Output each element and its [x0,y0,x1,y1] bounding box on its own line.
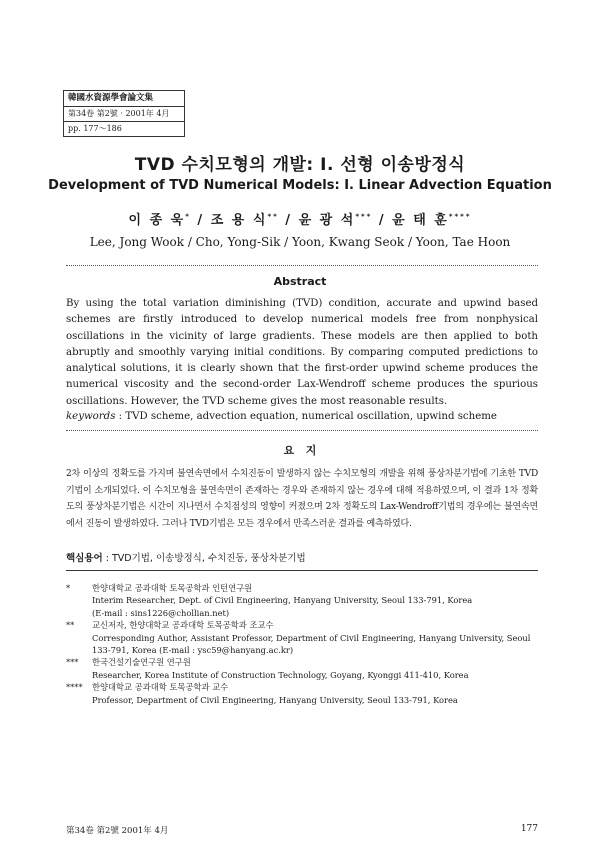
author-sep: / [190,213,211,228]
author-2: 조 용 식 [210,213,268,228]
page-number: 177 [520,824,538,834]
title-korean: TVD 수치모형의 개발: Ⅰ. 선형 이송방정식 [134,155,466,175]
footer-issue: 第34卷 第2號 2001年 4月 [66,826,169,836]
footnote-divider [66,570,538,571]
abstract-heading: Abstract [273,275,327,288]
keywords-label: keywords [66,411,116,422]
footnote-4 [66,681,538,706]
author-sep: / [278,213,299,228]
footnote-line: 한국건설기술연구원 연구원 [92,657,191,668]
author-4: 윤 태 훈 [392,213,449,228]
footnote-3 [66,656,538,681]
korean-keywords-value: : TVD기법, 이송방정식, 수치진동, 풍상차분기법 [102,553,306,564]
summary-heading: 요 지 [283,444,317,457]
footnote-line: 한양대학교 공과대학 토목공학과 인턴연구원 [92,583,253,593]
footnote-line: Researcher, Korea Institute of Construction Technology, Goyang, Kyonggi 411-410, Korea [92,669,469,680]
dotted-divider [66,265,538,266]
authors-english: Lee, Jong Wook / Cho, Yong-Sik / Yoon, Kwang Seok / Yoon, Tae Hoon [89,235,511,249]
footnote-line: Corresponding Author, Assistant Professor, Department of Civil Engineering, Hanyang University, Seoul 133-791, Korea (E-mail : ysc59@hanyang.ac.kr) [92,632,531,656]
keywords-value: : TVD scheme, advection equation, numerical oscillation, upwind scheme [115,411,497,422]
footnote-mark: *** [66,657,79,668]
footnote-mark: * [66,583,71,593]
dotted-divider [66,430,538,431]
authors-korean [0,209,600,228]
author-1-mark: * [185,212,191,221]
footnote-2 [66,619,538,656]
journal-name: 韓國水資源學會論文集 [64,91,184,107]
author-sep: / [372,213,393,228]
author-1: 이 종 욱 [128,213,186,228]
footnote-line: Interim Researcher, Dept. of Civil Engineering, Hanyang University, Seoul 133-791, Korea [92,595,473,606]
journal-pages: pp. 177～186 [68,123,122,133]
footnote-1 [66,582,538,619]
abstract-keywords [66,410,538,424]
summary-keywords [66,550,538,564]
footnote-mark: ** [66,620,75,631]
korean-keywords-label: 핵심용어 [66,553,103,564]
abstract-text: By using the total variation diminishing (TVD) condition, accurate and upwind based schemes are firstly introduced to develop numerical models free from nonphysical oscillations in the vicinity of large gradients. These models are then applied to both abruptly and smoothly varying initial conditions. By comparing computed predictions to analytical solutions, it is clearly shown that the first-order upwind scheme produces the numerical viscosity and the second-order Lax-Wendroff scheme produces the spurious oscillations. However, the TVD scheme gives the most reasonable results. [66,298,538,407]
footnote-line: 한양대학교 공과대학 토목공학과 교수 [92,682,229,693]
footnote-line: (E-mail : sins1226@chollian.net) [92,607,230,618]
author-2-mark: ** [267,212,279,221]
author-3: 윤 광 석 [298,213,356,228]
footnotes [66,582,538,706]
journal-volume: 第34卷 第2號 · 2001年 4月 [64,107,184,122]
author-3-mark: *** [355,212,373,221]
author-4-mark: **** [448,212,472,221]
footnote-line: 교신저자, 한양대학교 공과대학 토목공학과 조교수 [92,620,274,631]
summary-text: 2차 이상의 정확도를 가지며 불연속면에서 수치진동이 발생하지 않는 수치모형의 개발을 위해 풍상차분기법에 기초한 TVD기법이 소개되었다. 이 수치모형을 불연속면이 존재하는 경우와 존재하지 않는 경우에 대해 적용하였으며, 이 결과 1차 정확도의 풍상차분기법은 시간이 지나면서 수치점성의 영향이 커졌으며 2차 정확도의 Lax-Wendroff기법의 경우에는 불연속면에서 진동이 발생하였다. 그러나 TVD기법은 모든 경우에서 만족스러운 결과를 예측하였다. [66,469,538,529]
footnote-mark: **** [66,682,83,693]
footnote-line: Professor, Department of Civil Engineering, Hanyang University, Seoul 133-791, Korea [92,694,458,705]
title-english: Development of TVD Numerical Models: Ⅰ. Linear Advection Equation [48,178,552,193]
journal-info-box [63,90,185,137]
